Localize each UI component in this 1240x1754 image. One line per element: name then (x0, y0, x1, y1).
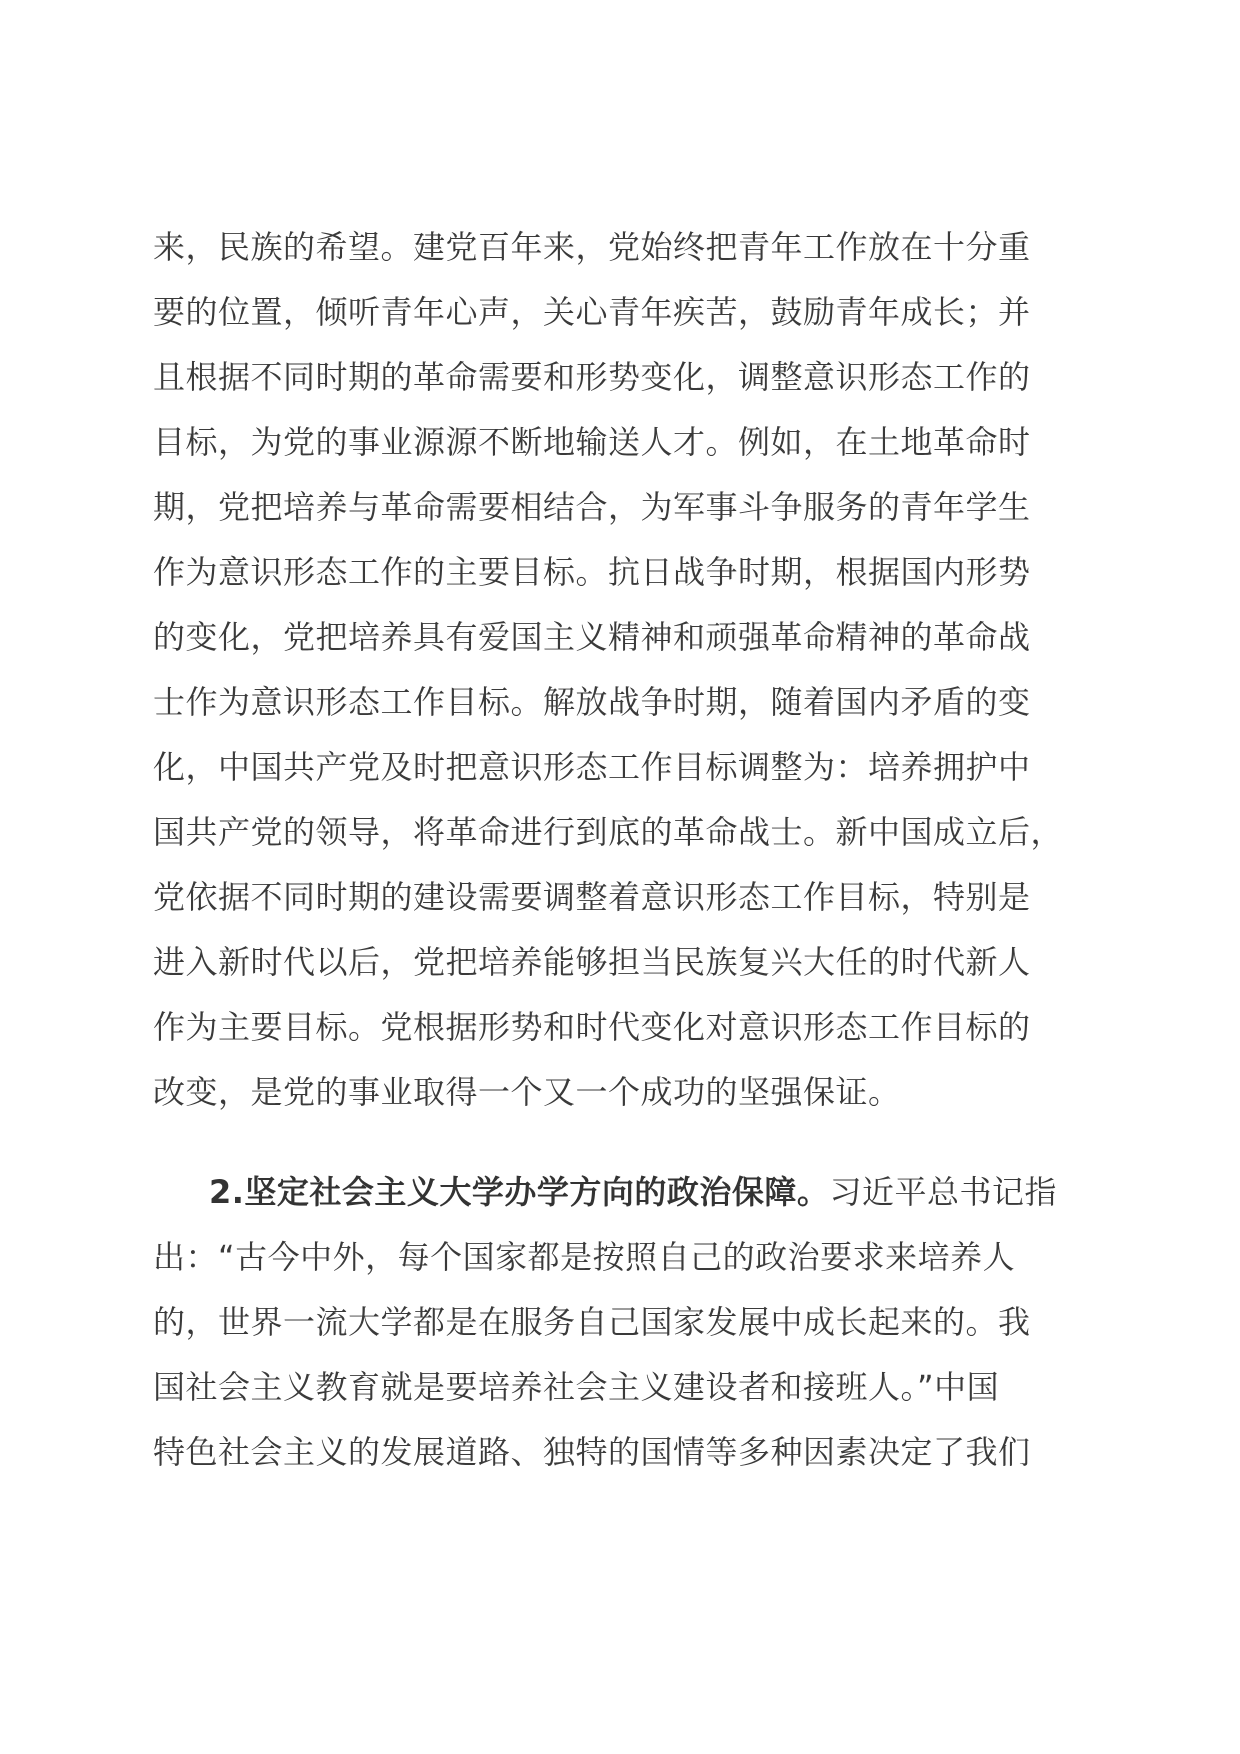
paragraph-line: 来，民族的希望。建党百年来，党始终把青年工作放在十分重 (153, 228, 1031, 266)
body-paragraph-2 (153, 1160, 1093, 1485)
paragraph-line: 要的位置，倾听青年心声，关心青年疾苦，鼓励青年成长；并 (153, 293, 1031, 331)
paragraph-line: 特色社会主义的发展道路、独特的国情等多种因素决定了我们 (153, 1433, 1031, 1471)
paragraph-line: 的变化，党把培养具有爱国主义精神和顽强革命精神的革命战 (153, 618, 1031, 656)
paragraph-line: 国共产党的领导，将革命进行到底的革命战士。新中国成立后， (153, 813, 1064, 851)
section-heading: 2.坚定社会主义大学办学方向的政治保障。 (209, 1173, 830, 1211)
paragraph-line: 改变，是党的事业取得一个又一个成功的坚强保证。 (153, 1073, 901, 1111)
paragraph-line: 党依据不同时期的建设需要调整着意识形态工作目标，特别是 (153, 878, 1031, 916)
paragraph-line: 国社会主义教育就是要培养社会主义建设者和接班人。”中国 (153, 1368, 1000, 1406)
paragraph-line: 作为意识形态工作的主要目标。抗日战争时期，根据国内形势 (153, 553, 1031, 591)
paragraph-line: 作为主要目标。党根据形势和时代变化对意识形态工作目标的 (153, 1008, 1031, 1046)
paragraph-line: 进入新时代以后，党把培养能够担当民族复兴大任的时代新人 (153, 943, 1031, 981)
paragraph-line: 期，党把培养与革命需要相结合，为军事斗争服务的青年学生 (153, 488, 1031, 526)
heading-continuation: 习近平总书记指 (829, 1173, 1057, 1211)
paragraph-first-line (153, 1160, 1093, 1225)
paragraph-line: 目标，为党的事业源源不断地输送人才。例如，在土地革命时 (153, 423, 1031, 461)
paragraph-line: 士作为意识形态工作目标。解放战争时期，随着国内矛盾的变 (153, 683, 1031, 721)
body-paragraph-1 (153, 215, 1093, 1125)
paragraph-line: 出：“古今中外，每个国家都是按照自己的政治要求来培养人 (153, 1238, 1016, 1276)
paragraph-line: 化，中国共产党及时把意识形态工作目标调整为：培养拥护中 (153, 748, 1031, 786)
paragraph-line: 且根据不同时期的革命需要和形势变化，调整意识形态工作的 (153, 358, 1031, 396)
paragraph-line: 的，世界一流大学都是在服务自己国家发展中成长起来的。我 (153, 1303, 1031, 1341)
